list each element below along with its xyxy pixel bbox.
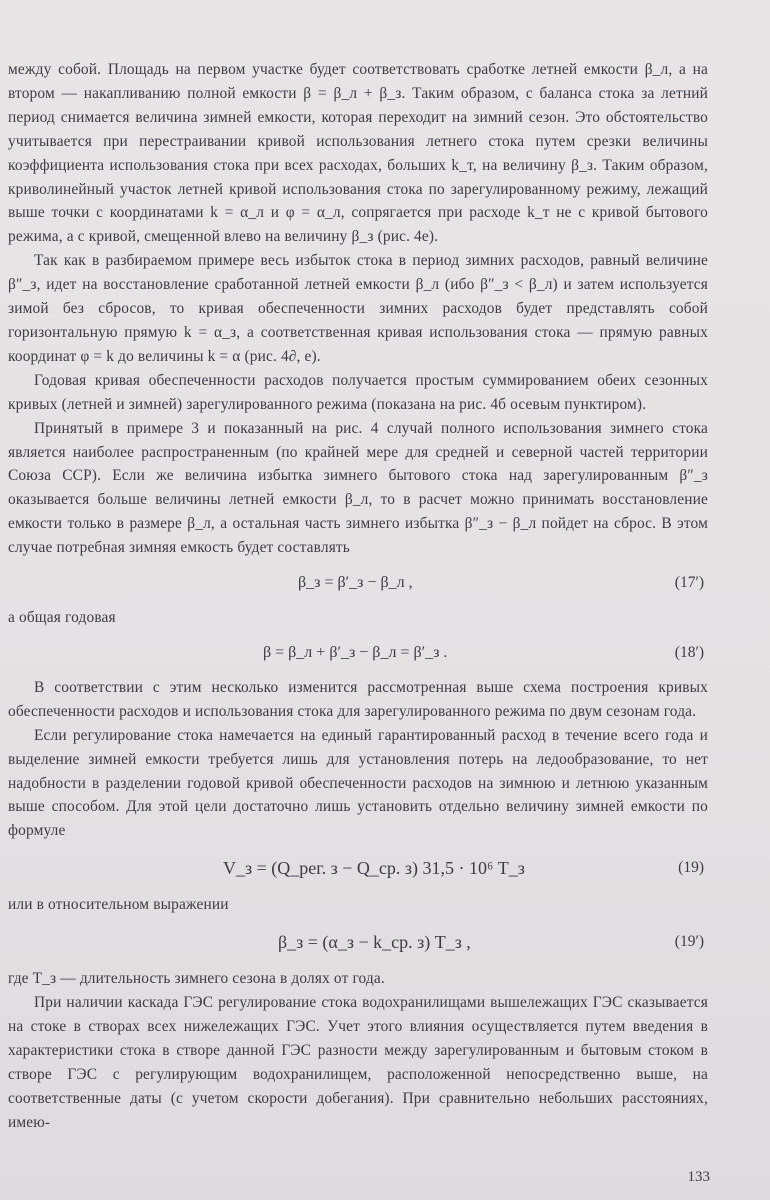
formula-19-expression: V_з = (Q_рег. з − Q_ср. з) 31,5 · 10⁶ T_з [223,857,525,878]
formula-19-prime-expression: β_з = (α_з − k_ср. з) T_з , [278,931,471,952]
formula-17-number: (17′) [674,574,704,592]
paragraph-5: В соответствии с этим несколько изменится рассмотренная выше схема построения кривых обеспеченности расходов и использования стока для зарегулированного режима по двум сезонам года. [8,678,708,720]
formula-18-number: (18′) [674,643,704,661]
formula-18 [8,630,708,676]
text-after-formula-19: или в относительном выражении [8,896,229,914]
formula-19 [8,843,708,893]
paragraph-3: Годовая кривая обеспеченности расходов получается простым суммированием обеих сезонных кривых (летней и зимней) зарегулированного режима (показана на рис. 4б осевым пунктиром). [8,371,708,413]
where-definition: где T_з — длительность зимнего сезона в долях от года. [8,970,385,988]
formula-17 [8,560,708,606]
paragraph-7: При наличии каскада ГЭС регулирование стока водохранилищами вышележащих ГЭС сказывается на стоке в створах всех нижележащих ГЭС. Учет этого влияния осуществляется путем введения в характеристики стока в створе данной ГЭС разности между зарегулированным и бытовым стоком в створе ГЭС с регулирующим водохранилищем, расположенной непосредственно выше, на соответственные даты (с учетом скорости добегания). При сравнительно небольших расстояниях, имею- [8,994,708,1131]
paragraph-2: Так как в разбираемом примере весь избыток стока в период зимних расходов, равный величине β″_з, идет на восстановление сработанной летней емкости β_л (ибо β″_з < β_л) и затем используется зимой без сбросов, то кривая обеспеченности зимних расходов будет представлять собой горизонтальную прямую k = α_з, а соответственная кривая использования стока — прямую равных координат φ = k до величины k = α (рис. 4∂, е). [8,252,708,365]
formula-19-prime-number: (19′) [674,933,704,951]
paragraph-1: между собой. Площадь на первом участке будет соответствовать сработке летней емкости β_л, а на втором — накапливанию полной емкости β = β_л + β_з. Таким образом, с баланса стока за летний период снимается величина зимней емкости, которая переходит на зимний сезон. Это обстоятельство учитывается при перестраивании кривой использования летнего стока путем срезки величины коэффициента использования стока при всех расходах, больших k_т, на величину β_з. Таким образом, криволинейный участок летней кривой использования стока по зарегулированному режиму, лежащий выше точки с координатами k = α_л и φ = α_л, сопрягается при расходе k_т не с кривой бытового режима, а с кривой, смещенной влево на величину β_з (рис. 4е). [8,61,708,246]
formula-19-number: (19) [678,859,704,877]
page-number: 133 [687,1169,710,1185]
text-after-formula-17: а общая годовая [8,609,116,627]
formula-19-prime [8,917,708,967]
paragraph-6: Если регулирование стока намечается на единый гарантированный расход в течение всего года и выделение зимней емкости требуется лишь для установления потерь на ледообразование, то нет надобности в разделении годовой кривой обеспеченности расходов на зимнюю и летнюю указанным выше способом. Для этой цели достаточно лишь установить отдельно величину зимней емкости по формуле [8,726,708,840]
formula-18-expression: β = β_л + β′_з − β_л = β′_з . [263,643,448,661]
formula-17-expression: β_з = β′_з − β_л , [298,574,413,592]
paragraph-4: Принятый в примере 3 и показанный на рис. 4 случай полного использования зимнего стока является наиболее распространенным (по крайней мере для средней и северной частей территории Союза ССР). Если же величина избытка зимнего бытового стока над зарегулированным β″_з оказывается больше величины летней емкости β_л, то в расчет можно принимать восстановление емкости только в размере β_л, а остальная часть зимнего избытка β″_з − β_л пойдет на сброс. В этом случае потребная зимняя емкость будет составлять [8,419,708,557]
